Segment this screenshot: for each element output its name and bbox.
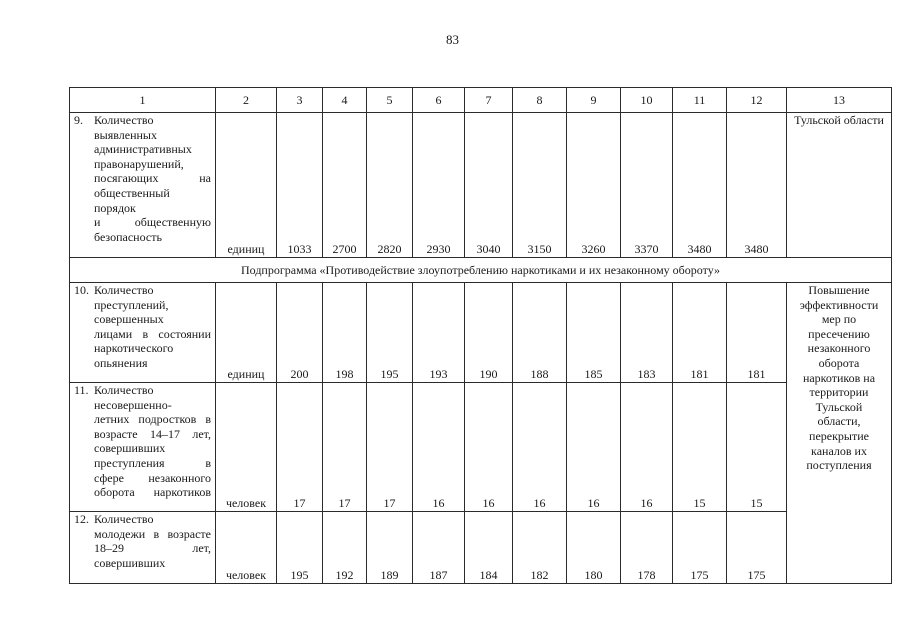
value-cell: 184 xyxy=(465,512,513,584)
result-line: оборота xyxy=(818,355,860,370)
indicator-description xyxy=(70,283,216,383)
result-line: каналов их xyxy=(811,443,867,458)
description-line xyxy=(74,283,211,298)
table-row xyxy=(70,383,892,512)
row-number: 10. xyxy=(74,283,89,297)
value-cell: 182 xyxy=(513,512,567,584)
value-cell: 15 xyxy=(727,383,787,512)
description-text: Количество xyxy=(94,283,154,297)
result-line: эффективности xyxy=(799,297,879,312)
description-line: 18–29 лет, xyxy=(94,541,211,556)
value-cell: 3480 xyxy=(673,113,727,258)
header-cell: 3 xyxy=(277,88,323,113)
result-line: наркотиков на xyxy=(802,370,876,385)
value-cell: 175 xyxy=(727,512,787,584)
value-cell: 187 xyxy=(413,512,465,584)
description-line: опьянения xyxy=(94,355,148,370)
value-cell: 183 xyxy=(621,283,673,383)
description-line: посягающих на xyxy=(94,171,211,186)
table-row xyxy=(70,113,892,258)
value-cell: 193 xyxy=(413,283,465,383)
value-cell: 17 xyxy=(323,383,367,512)
value-cell: 195 xyxy=(367,283,413,383)
value-cell: 185 xyxy=(567,283,621,383)
unit-cell: человек xyxy=(216,512,277,584)
description-text: Количество xyxy=(94,113,154,127)
description-line: порядок xyxy=(94,200,136,215)
result-line: поступления xyxy=(806,458,872,473)
subprogram-title: Подпрограмма «Противодействие злоупотреблению наркотиками и их незаконному обороту» xyxy=(70,258,892,283)
description-line: совершенных xyxy=(94,312,164,327)
description-line: безопасность xyxy=(94,229,162,244)
description-line: совершивших xyxy=(94,441,166,456)
description-line: летних подростков в xyxy=(94,412,211,427)
value-cell: 180 xyxy=(567,512,621,584)
description-line: молодежи в возрасте xyxy=(94,526,211,541)
header-cell: 4 xyxy=(323,88,367,113)
indicator-description xyxy=(70,512,216,584)
description-line: общественный xyxy=(94,185,170,200)
unit-cell: единиц xyxy=(216,283,277,383)
value-cell: 16 xyxy=(465,383,513,512)
header-cell: 5 xyxy=(367,88,413,113)
description-line: совершивших xyxy=(94,555,166,570)
header-cell: 10 xyxy=(621,88,673,113)
description-line xyxy=(74,113,211,128)
table-row xyxy=(70,283,892,383)
description-line xyxy=(74,383,211,398)
value-cell: 181 xyxy=(673,283,727,383)
value-cell: 178 xyxy=(621,512,673,584)
description-text: Количество xyxy=(94,512,154,526)
description-line: несовершенно- xyxy=(94,397,172,412)
description-text: Количество xyxy=(94,383,154,397)
header-cell: 1 xyxy=(70,88,216,113)
description-line: сфере незаконного xyxy=(94,470,211,485)
header-cell: 2 xyxy=(216,88,277,113)
description-line: и общественную xyxy=(94,215,211,230)
description-line: административных xyxy=(94,142,192,157)
description-line: правонарушений, xyxy=(94,156,184,171)
row-number: 9. xyxy=(74,113,83,127)
value-cell: 17 xyxy=(367,383,413,512)
subprogram-result-cell xyxy=(787,283,892,584)
value-cell: 17 xyxy=(277,383,323,512)
description-line xyxy=(74,512,211,527)
indicator-description xyxy=(70,383,216,512)
result-line: Тульской xyxy=(815,399,863,414)
unit-cell: единиц xyxy=(216,113,277,258)
value-cell: 2930 xyxy=(413,113,465,258)
result-line: территории xyxy=(809,385,869,400)
value-cell: 195 xyxy=(277,512,323,584)
subprogram-row xyxy=(70,258,892,283)
header-cell: 12 xyxy=(727,88,787,113)
result-line: мер по xyxy=(821,312,857,327)
value-cell: 189 xyxy=(367,512,413,584)
indicator-description xyxy=(70,113,216,258)
header-row xyxy=(70,88,892,113)
value-cell: 3260 xyxy=(567,113,621,258)
value-cell: 16 xyxy=(413,383,465,512)
value-cell: 2820 xyxy=(367,113,413,258)
result-cell: Тульской области xyxy=(787,113,892,258)
result-line: области, xyxy=(817,414,861,429)
header-cell: 11 xyxy=(673,88,727,113)
unit-cell: человек xyxy=(216,383,277,512)
result-line: пресечению xyxy=(808,326,870,341)
value-cell: 181 xyxy=(727,283,787,383)
value-cell: 175 xyxy=(673,512,727,584)
value-cell: 15 xyxy=(673,383,727,512)
header-cell: 13 xyxy=(787,88,892,113)
description-line: наркотического xyxy=(94,341,174,356)
value-cell: 16 xyxy=(513,383,567,512)
header-cell: 8 xyxy=(513,88,567,113)
result-line: незаконного xyxy=(807,341,871,356)
value-cell: 192 xyxy=(323,512,367,584)
row-number: 12. xyxy=(74,512,89,526)
description-line: лицами в состоянии xyxy=(94,326,211,341)
description-line: преступлений, xyxy=(94,297,169,312)
value-cell: 2700 xyxy=(323,113,367,258)
result-line: Повышение xyxy=(808,283,870,297)
description-line: преступления в xyxy=(94,455,211,470)
value-cell: 190 xyxy=(465,283,513,383)
value-cell: 1033 xyxy=(277,113,323,258)
page-number: 83 xyxy=(446,32,459,47)
header-cell: 7 xyxy=(465,88,513,113)
description-line: выявленных xyxy=(94,127,157,142)
value-cell: 3040 xyxy=(465,113,513,258)
value-cell: 3370 xyxy=(621,113,673,258)
value-cell: 3480 xyxy=(727,113,787,258)
result-line: перекрытие xyxy=(809,428,869,443)
value-cell: 200 xyxy=(277,283,323,383)
value-cell: 188 xyxy=(513,283,567,383)
table-row xyxy=(70,512,892,584)
header-cell: 9 xyxy=(567,88,621,113)
value-cell: 3150 xyxy=(513,113,567,258)
description-line: возрасте 14–17 лет, xyxy=(94,426,211,441)
description-line: оборота наркотиков xyxy=(94,485,211,500)
row-number: 11. xyxy=(74,383,89,397)
value-cell: 198 xyxy=(323,283,367,383)
header-cell: 6 xyxy=(413,88,465,113)
value-cell: 16 xyxy=(621,383,673,512)
value-cell: 16 xyxy=(567,383,621,512)
indicators-table xyxy=(69,87,892,584)
